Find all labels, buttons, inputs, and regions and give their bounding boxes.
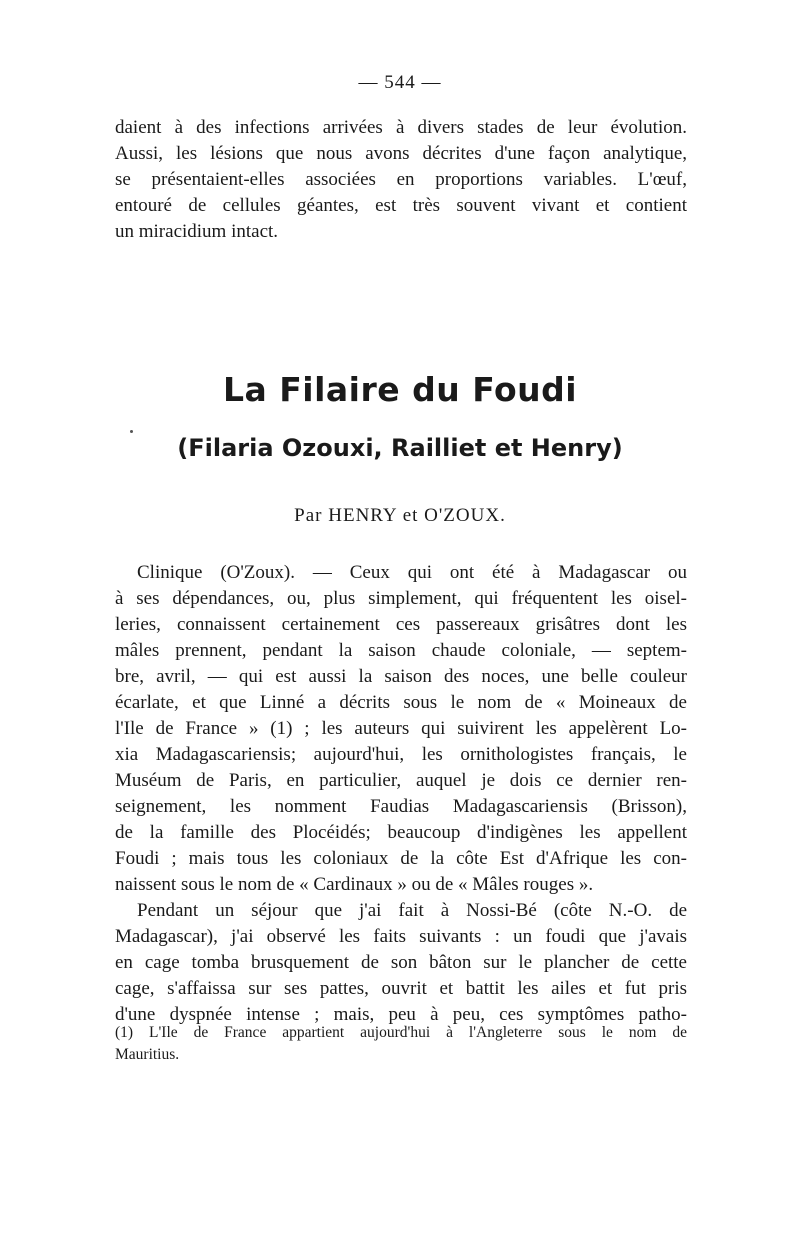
text-line: Clinique (O'Zoux). — Ceux qui ont été à Madagascar ou [137, 562, 687, 583]
text-line: d'une dyspnée intense ; mais, peu à peu, ces symptômes patho- [115, 1004, 687, 1025]
text-line: entouré de cellules géantes, est très souvent vivant et contient [115, 195, 687, 216]
print-speck [130, 430, 133, 433]
footnote-line: (1) L'Ile de France appartient aujourd'hui à l'Angleterre sous le nom de [115, 1024, 687, 1041]
footnote [115, 1022, 687, 1066]
page-number: — 544 — [358, 72, 442, 93]
text-line: leries, connaissent certainement ces passereaux grisâtres dont les [115, 614, 687, 635]
text-line: mâles prennent, pendant la saison chaude coloniale, — septem- [115, 640, 687, 661]
text-line: Madagascar), j'ai observé les faits suivants : un foudi que j'avais [115, 926, 687, 947]
text-line: bre, avril, — qui est aussi la saison des noces, une belle couleur [115, 666, 687, 687]
text-line: écarlate, et que Linné a décrits sous le nom de « Moineaux de [115, 692, 687, 713]
text-line: naissent sous le nom de « Cardinaux » ou de « Mâles rouges ». [115, 874, 594, 895]
text-line: se présentaient-elles associées en proportions variables. L'œuf, [115, 169, 687, 190]
text-line: seignement, les nomment Faudias Madagascariensis (Brisson), [115, 796, 687, 817]
text-line: de la famille des Plocéidés; beaucoup d'indigènes les appellent [115, 822, 687, 843]
text-line: Foudi ; mais tous les coloniaux de la côte Est d'Afrique les con- [115, 848, 687, 869]
article-authors: Par HENRY et O'ZOUX. [294, 505, 506, 526]
text-line: Muséum de Paris, en particulier, auquel je dois ce dernier ren- [115, 770, 687, 791]
body-paragraphs [115, 560, 687, 1028]
text-line: à ses dépendances, ou, plus simplement, qui fréquentent les oisel- [115, 588, 687, 609]
text-line: Aussi, les lésions que nous avons décrites d'une façon analytique, [115, 143, 687, 164]
article-title: La Filaire du Foudi [222, 370, 578, 409]
text-line: Pendant un séjour que j'ai fait à Nossi-Bé (côte N.-O. de [137, 900, 687, 921]
text-line: l'Ile de France » (1) ; les auteurs qui suivirent les appelèrent Lo- [115, 718, 687, 739]
text-line: xia Madagascariensis; aujourd'hui, les ornithologistes français, le [115, 744, 687, 765]
continuation-paragraph [115, 115, 687, 245]
text-line: daient à des infections arrivées à divers stades de leur évolution. [115, 117, 687, 138]
text-line: un miracidium intact. [115, 221, 279, 242]
text-line: cage, s'affaissa sur ses pattes, ouvrit et battit les ailes et fut pris [115, 978, 687, 999]
footnote-line: Mauritius. [115, 1046, 180, 1063]
article-subtitle: (Filaria Ozouxi, Railliet et Henry) [177, 434, 623, 462]
text-line: en cage tomba brusquement de son bâton sur le plancher de cette [115, 952, 687, 973]
